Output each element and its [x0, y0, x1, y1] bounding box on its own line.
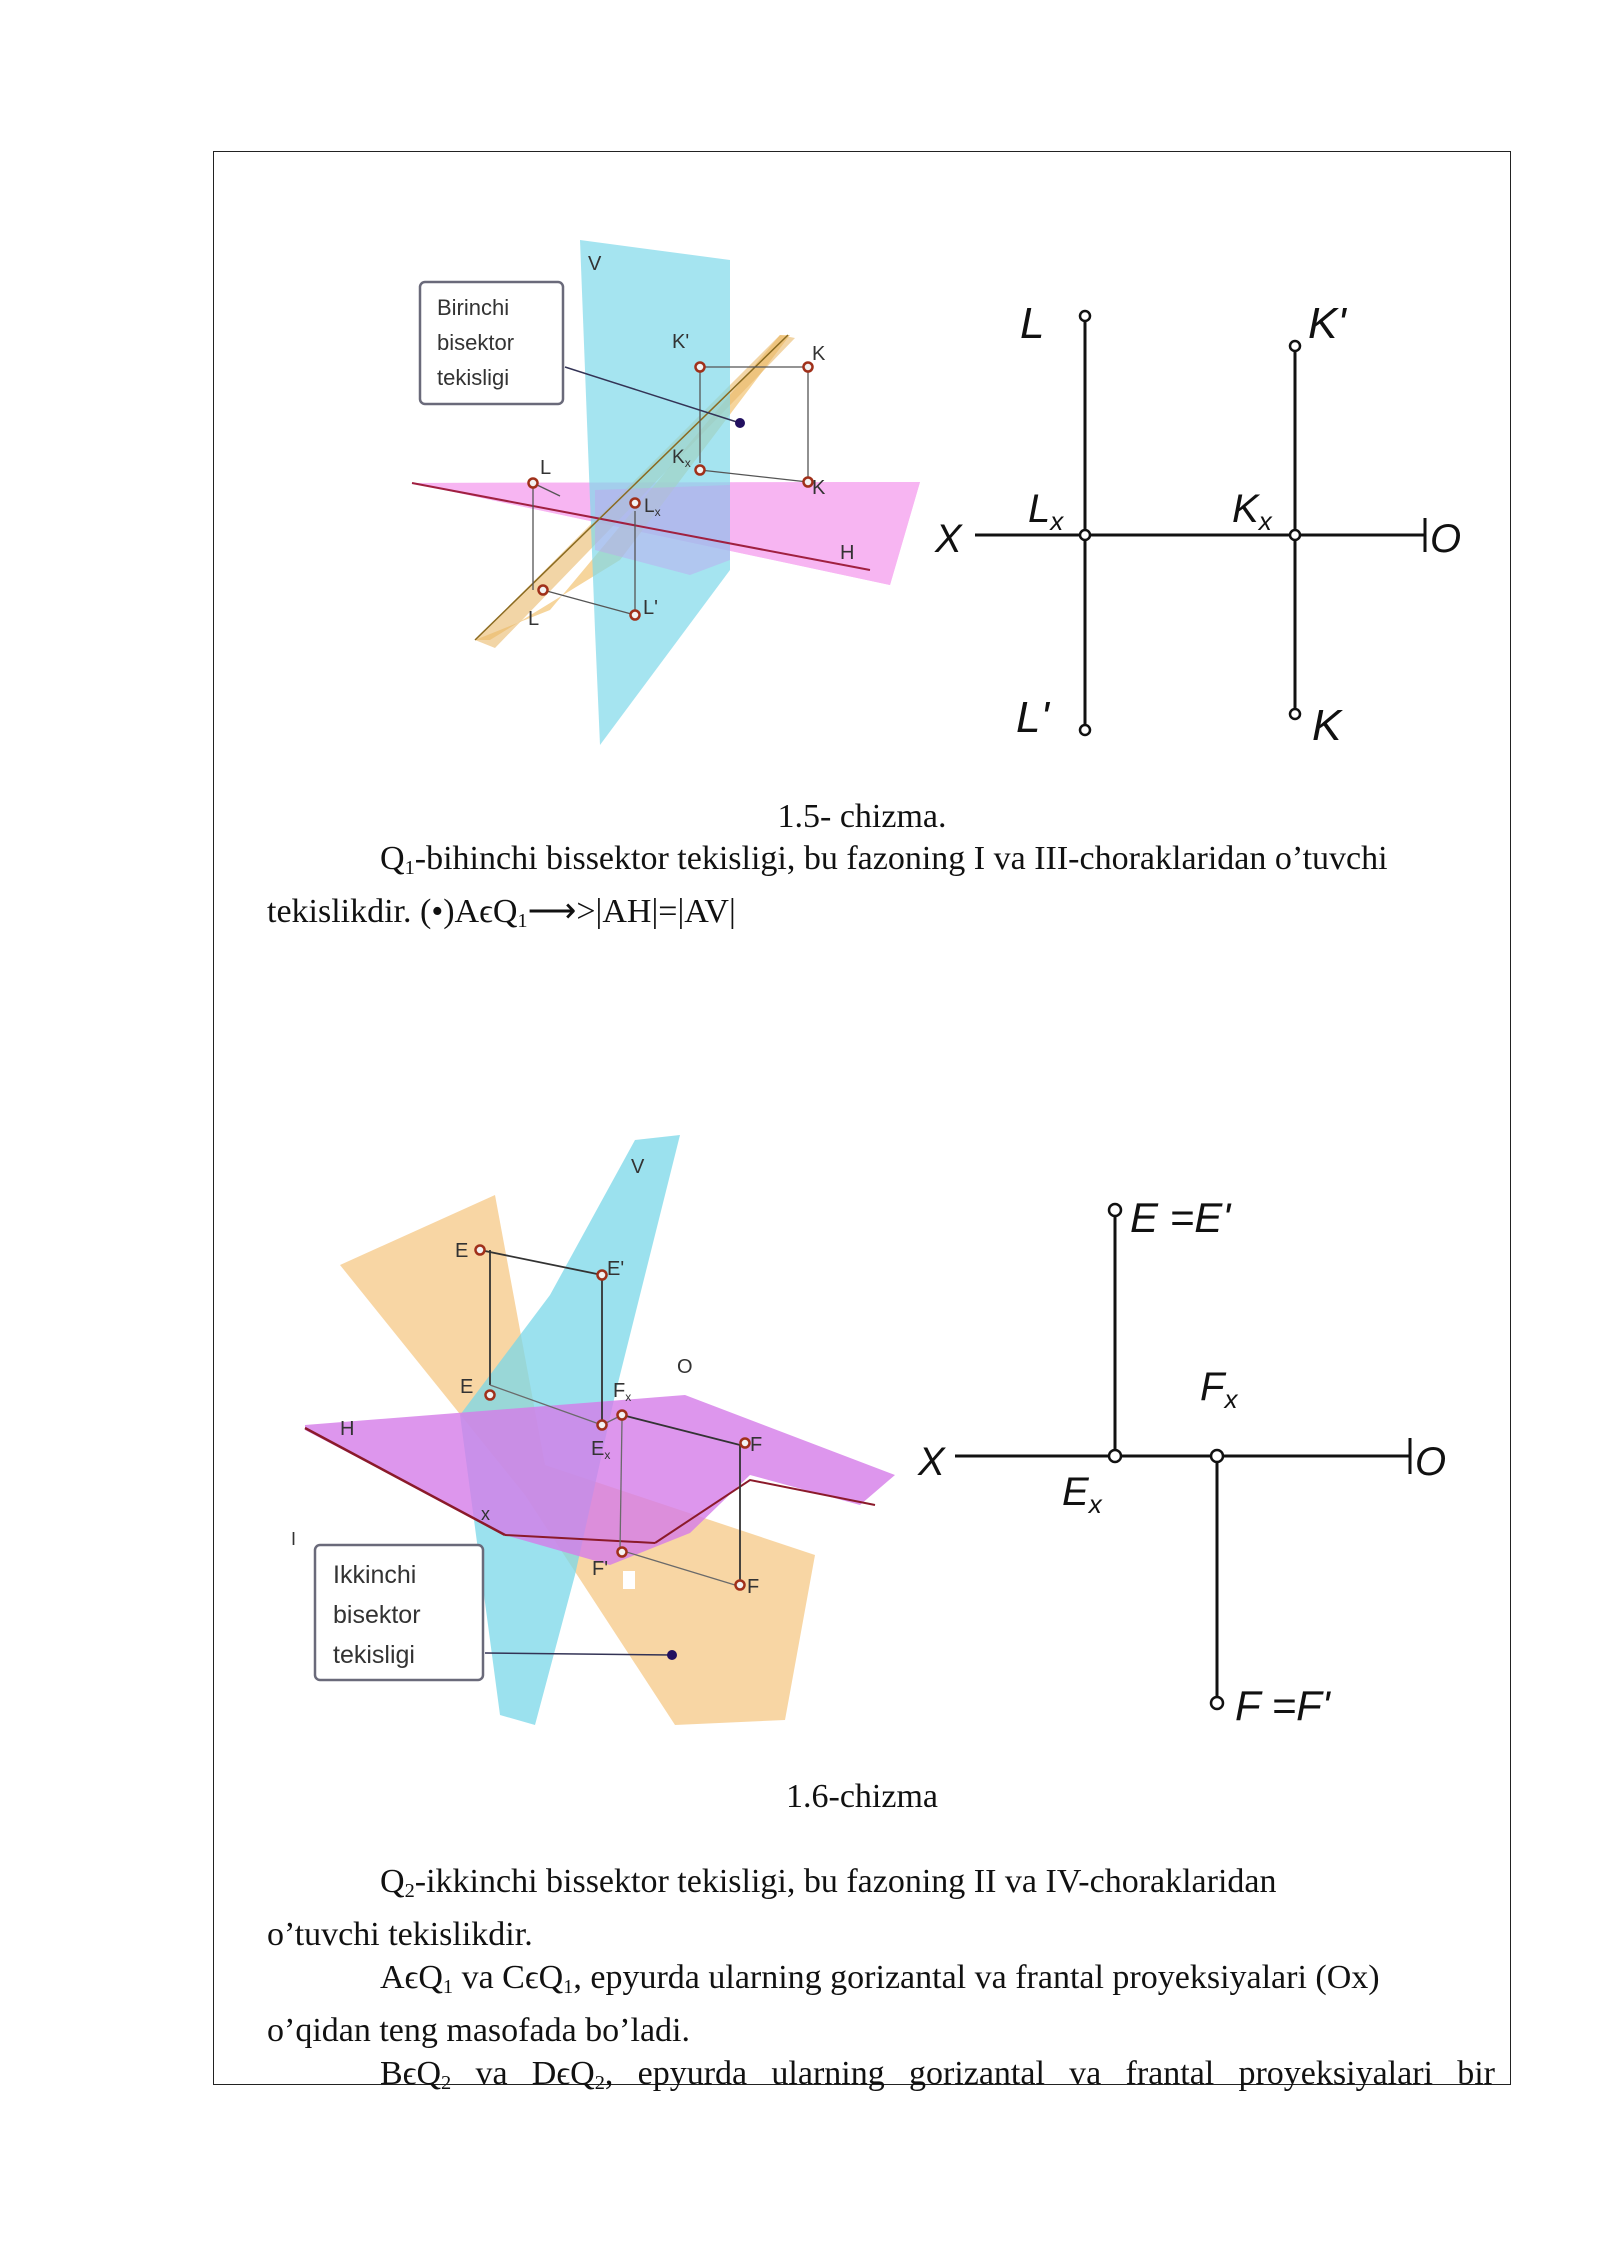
point-f-prime-label: F': [592, 1558, 609, 1580]
figure-1-5-spatial: [400, 230, 940, 760]
point-fx-label: $F_x$: [613, 1380, 632, 1404]
figure-1-6-spatial: [291, 1135, 915, 1735]
point-l-lower-label: L: [528, 608, 540, 630]
callout-box-1: [420, 282, 563, 404]
x-label: x: [481, 1504, 490, 1524]
svg-text:tekisligi: tekisligi: [437, 365, 510, 390]
epure-ex-label: $E_x$: [1062, 1470, 1102, 1519]
i-label: I: [291, 1529, 297, 1549]
epure-l-prime-label: L': [1016, 693, 1049, 742]
epure-f-label: F =F': [1235, 1682, 1330, 1729]
callout-box-2: [315, 1545, 483, 1680]
h-plane-2-label: H: [340, 1418, 355, 1440]
epure-l-label: L: [1020, 299, 1045, 348]
point-kx-label: $K_x$: [672, 447, 691, 470]
figure-caption-1-6: 1.6-chizma: [786, 1778, 938, 1815]
figure-1-6-epure: [910, 1180, 1480, 1740]
point-k-top-label: K: [812, 343, 826, 365]
epure-k-label: K: [1312, 701, 1342, 750]
epure-e-label: E =E': [1130, 1194, 1231, 1241]
point-ex-label: $E_x$: [591, 1438, 611, 1462]
point-f-lower-label: F: [747, 1576, 760, 1598]
svg-text:tekisligi: tekisligi: [333, 1641, 415, 1669]
o-axis-label-2: O: [1415, 1440, 1447, 1484]
point-e-label: E: [455, 1240, 469, 1262]
svg-text:bisektor: bisektor: [333, 1601, 421, 1629]
point-l-label: L: [540, 457, 552, 479]
o-axis-label: O: [1430, 517, 1462, 561]
epure-kx-label: $K_x$: [1232, 487, 1272, 536]
point-k-prime-label: K': [672, 331, 690, 353]
svg-text:Ikkinchi: Ikkinchi: [333, 1561, 417, 1589]
point-e-lower-label: E: [460, 1376, 474, 1398]
svg-text:bisektor: bisektor: [437, 330, 515, 355]
h-plane-label: H: [840, 542, 855, 564]
v-plane-2-label: V: [631, 1156, 645, 1178]
figure-caption-1-5: 1.5- chizma.: [777, 798, 947, 835]
x-axis-label: X: [935, 517, 962, 561]
point-k-right-label: K: [812, 477, 826, 499]
point-f-label: F: [750, 1434, 763, 1456]
point-l-prime-label: L': [643, 597, 658, 619]
epure-lx-label: $L_x$: [1028, 487, 1064, 536]
epure-fx-label: $F_x$: [1200, 1365, 1238, 1414]
o-label: O: [677, 1356, 693, 1378]
figure-1-5-epure: [920, 290, 1480, 760]
paragraph-first-bisector: $Q_1$-bihinchi bissektor tekisligi, bu fazoning I va III-choraklaridan o’tuvchi tekislikdir. (•)AϵQ$_1$⟶>|AH|=|AV|: [267, 840, 1388, 933]
point-lx-label: $L_x$: [644, 496, 661, 519]
v-plane-label: V: [588, 253, 602, 275]
paragraph-second-bisector: $Q_2$-ikkinchi bissektor tekisligi, bu fazoning II va IV-choraklaridan o’tuvchi tekislikdir. AϵQ$_1$ va CϵQ$_1$, epyurda ularning gorizantal va frantal proyeksiyalari (Ox) o’qidan teng masofada bo’ladi. BϵQ$_2$ va DϵQ$_2$, epyurda ularning gorizantal va frantal proyeksiyalari bir: [267, 1863, 1495, 2095]
point-e-prime-label: E': [607, 1258, 625, 1280]
svg-text:Birinchi: Birinchi: [437, 295, 510, 320]
epure-k-prime-label: K': [1308, 299, 1346, 348]
x-axis-label-2: X: [918, 1440, 945, 1484]
